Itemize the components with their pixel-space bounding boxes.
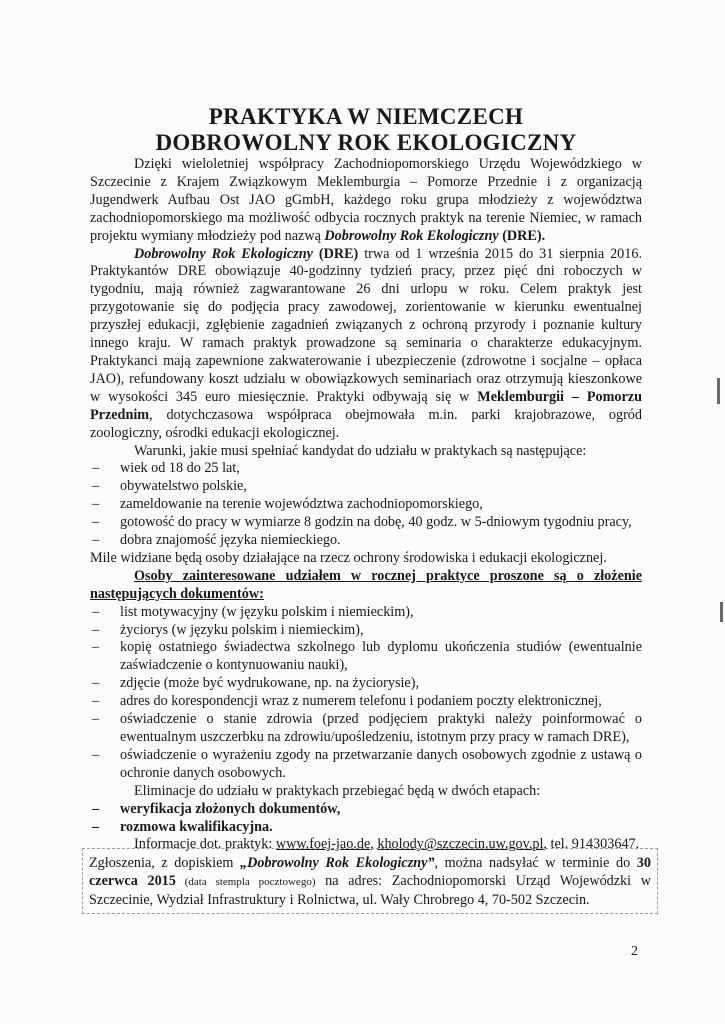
list-item: – gotowość do pracy w wymiarze 8 godzin na dobę, 40 godz. w 5-dniowym tygodniu pracy, [90, 514, 642, 532]
list-item: – weryfikacja złożonych dokumentów, [90, 801, 642, 819]
email-link[interactable]: kholody@szczecin.uw.gov.pl [377, 836, 544, 853]
scan-edge-mark [720, 602, 723, 622]
list-item: – wiek od 18 do 25 lat, [90, 460, 642, 478]
welcome-note: Mile widziane będą osoby działające na rzecz ochrony środowiska i edukacji ekologicznej. [90, 549, 607, 566]
scan-edge-mark [717, 378, 720, 404]
website-link[interactable]: www.foej-jao.de [275, 836, 371, 853]
list-item: – kopię ostatniego świadectwa szkolnego lub dyplomu ukończenia studiów (ewentualnie zaświadczenie o kontynuowaniu nauki), [90, 639, 642, 675]
submission-box: Zgłoszenia, z dopiskiem „Dobrowolny Rok Ekologiczny”, można nadsyłać w terminie do 30 czerwca 2015 (data stempla pocztowego) na adres: Zachodniopomorski Urząd Wojewódzki w Szczecinie, Wydział Infrastruktury i Rolnictwa, ul. Wały Chrobrego 4, 70-502 Szczecin. [82, 848, 658, 914]
list-item: – życiorys (w języku polskim i niemieckim), [90, 622, 642, 640]
list-item: – rozmowa kwalifikacyjna. [90, 819, 642, 837]
list-item: – list motywacyjny (w języku polskim i niemieckim), [90, 604, 642, 622]
list-item: – obywatelstwo polskie, [90, 478, 642, 496]
list-item: – zdjęcie (może być wydrukowane, np. na życiorysie), [90, 675, 642, 693]
documents-heading: Osoby zainteresowane udziałem w rocznej praktyce proszone są o złożenie następujących dokumentów: [90, 567, 642, 602]
conditions-intro: Warunki, jakie musi spełniać kandydat do udziału w praktykach są następujące: [134, 442, 587, 459]
page-number: 2 [631, 944, 638, 959]
stages-intro: Eliminacje do udziału w praktykach przebiegać będą w dwóch etapach: [134, 782, 541, 799]
contact-info: Informacje dot. praktyk: www.foej-jao.de, kholody@szczecin.uw.gov.pl, tel. 914303647. [134, 836, 640, 853]
list-item: – dobra znajomość języka niemieckiego. [90, 532, 642, 550]
list-item: – adres do korespondencji wraz z numerem telefonu i podaniem poczty elektronicznej, [90, 693, 642, 711]
page-title: PRAKTYKA W NIEMCZECH DOBROWOLNY ROK EKOLOGICZNY [155, 104, 577, 155]
conditions-list [90, 460, 642, 550]
list-item: – oświadczenie o stanie zdrowia (przed podjęciem praktyki należy poinformować o ewentualnym uszczerbku na zdrowiu/upośledzeniu, istotnym przy pracy w ramach DRE), [90, 711, 642, 747]
documents-list [90, 604, 642, 783]
details-paragraph: Dobrowolny Rok Ekologiczny (DRE) trwa od 1 września 2015 do 31 sierpnia 2016. Praktykantów DRE obowiązuje 40-godzinny tydzień pracy, przez pięć dni roboczych w tygodniu, mają również zagwarantowane 26 dni urlopu w roku. Celem praktyk jest przygotowanie się do podjęcia pracy zawodowej, zorientowanie w kierunku ewentualnej przyszłej edukacji, zgłębienie zagadnień związanych z ochroną przyrody i poznanie kultury innego kraju. W ramach praktyk prowadzone są seminaria o charakterze edukacyjnym. Praktykanci mają zapewnione zakwaterowanie i ubezpieczenie (zdrowotne i socjalne – opłaca JAO), refundowany koszt udziału w obowiązkowych seminariach oraz otrzymują kieszonkowe w wysokości 345 euro miesięcznie. Praktyki odbywają się w Meklemburgii – Pomorzu Przednim, dotychczasowa współpraca obejmowała m.in. parki krajobrazowe, ogród zoologiczny, ośrodki edukacji ekologicznej. [90, 245, 642, 441]
stages-list [90, 801, 642, 837]
list-item: – zameldowanie na terenie województwa zachodniopomorskiego, [90, 496, 642, 514]
list-item: – oświadczenie o wyrażeniu zgody na przetwarzanie danych osobowych zgodnie z ustawą o ochronie danych osobowych. [90, 747, 642, 783]
document-body [90, 104, 642, 854]
intro-paragraph: Dzięki wieloletniej współpracy Zachodniopomorskiego Urzędu Wojewódzkiego w Szczecinie z Krajem Związkowym Meklemburgia – Pomorze Przednie i z organizacją Jugendwerk Aufbau Ost JAO gGmbH, każdego roku grupa młodzieży z województwa zachodniopomorskiego ma możliwość odbycia rocznych praktyk na terenie Niemiec, w ramach projektu wymiany młodzieży pod nazwą Dobrowolny Rok Ekologiczny (DRE). [90, 156, 642, 244]
